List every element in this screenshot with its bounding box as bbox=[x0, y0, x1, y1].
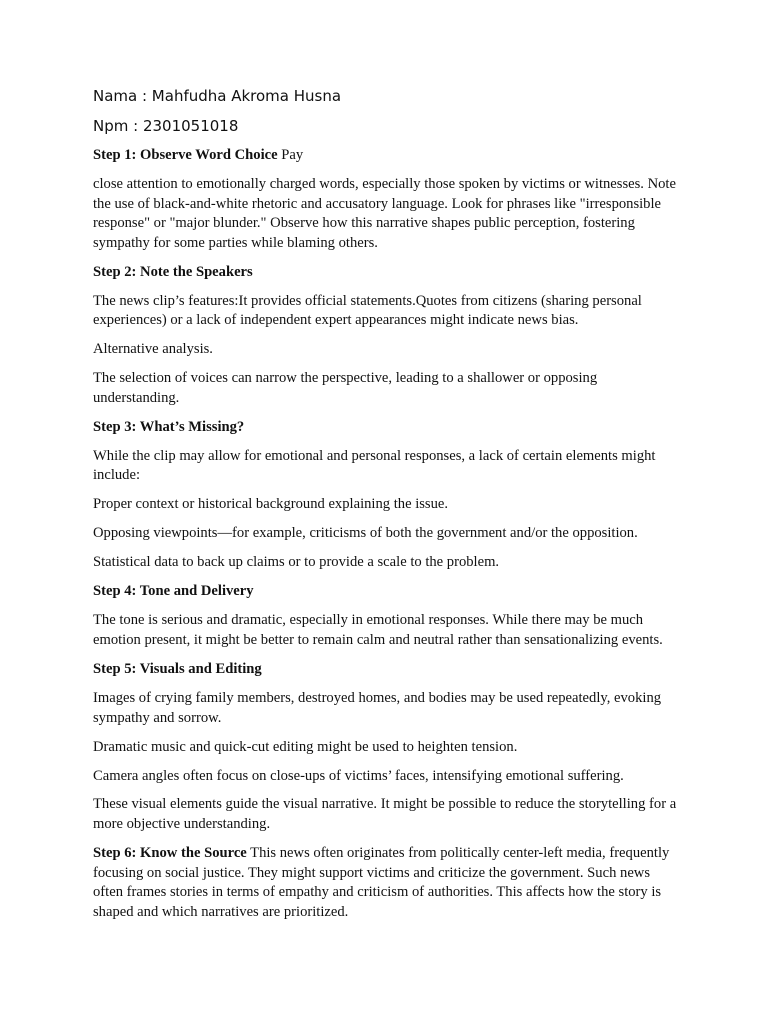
step2-heading bbox=[93, 263, 683, 283]
step2-paragraph-3: The selection of voices can narrow the perspective, leading to a shallower or opposing understanding. bbox=[93, 370, 598, 406]
student-npm: Npm : 2301051018 bbox=[93, 117, 239, 135]
step5-paragraph-1: Images of crying family members, destroyed homes, and bodies may be used repeatedly, evoking sympathy and sorrow. bbox=[93, 689, 662, 726]
step6-body: This news often originates from politically center-left media, frequently focusing on social justice. They might support victims and criticize the government. Such news often frames stories in terms of empathy and criticism of authorities. This affects how the story is shaped and which narratives are prioritized. bbox=[93, 845, 670, 920]
step3-heading bbox=[93, 418, 683, 438]
step1-heading bbox=[93, 146, 683, 166]
step5-title: Step 5: Visuals and Editing bbox=[93, 660, 262, 677]
step4-paragraph-1: The tone is serious and dramatic, especially in emotional responses. While there may be much emotion present, it might be better to remain calm and neutral rather than sensationalizing events. bbox=[93, 612, 663, 648]
step3-paragraph-2: Proper context or historical background explaining the issue. bbox=[93, 496, 449, 513]
step1-body: close attention to emotionally charged words, especially those spoken by victims or witnesses. Note the use of black-and-white rhetoric and accusatory language. Look for phrases like "irresponsible response" or "major blunder." Observe how this narrative shapes public perception, fostering sympathy for some parties while blaming others. bbox=[93, 175, 676, 251]
step3-paragraph-4: Statistical data to back up claims or to provide a scale to the problem. bbox=[93, 554, 500, 571]
document-page bbox=[93, 86, 683, 932]
step5-paragraph-3: Camera angles often focus on close-ups of victims’ faces, intensifying emotional suffering. bbox=[93, 767, 624, 784]
step2-paragraph-2: Alternative analysis. bbox=[93, 341, 213, 358]
student-name: Nama : Mahfudha Akroma Husna bbox=[93, 87, 342, 105]
step3-paragraph-3: Opposing viewpoints—for example, criticisms of both the government and/or the opposition. bbox=[93, 525, 638, 542]
step2-title: Step 2: Note the Speakers bbox=[93, 263, 253, 280]
step6-title: Step 6: Know the Source bbox=[93, 845, 247, 862]
step3-paragraph-1: While the clip may allow for emotional and personal responses, a lack of certain elements might include: bbox=[93, 447, 656, 484]
step2-paragraph-1: The news clip’s features:It provides official statements.Quotes from citizens (sharing personal experiences) or a lack of independent expert appearances might indicate news bias. bbox=[93, 292, 642, 329]
step1-title: Step 1: Observe Word Choice bbox=[93, 147, 278, 163]
step6-paragraph bbox=[93, 844, 683, 922]
step4-heading bbox=[93, 582, 683, 602]
step3-title: Step 3: What’s Missing? bbox=[93, 418, 245, 435]
step1-title-tail: Pay bbox=[277, 147, 304, 163]
step5-heading bbox=[93, 660, 683, 680]
step5-paragraph-2: Dramatic music and quick-cut editing might be used to heighten tension. bbox=[93, 738, 518, 755]
step4-title: Step 4: Tone and Delivery bbox=[93, 583, 254, 600]
step5-paragraph-4: These visual elements guide the visual narrative. It might be possible to reduce the storytelling for a more objective understanding. bbox=[93, 796, 677, 833]
